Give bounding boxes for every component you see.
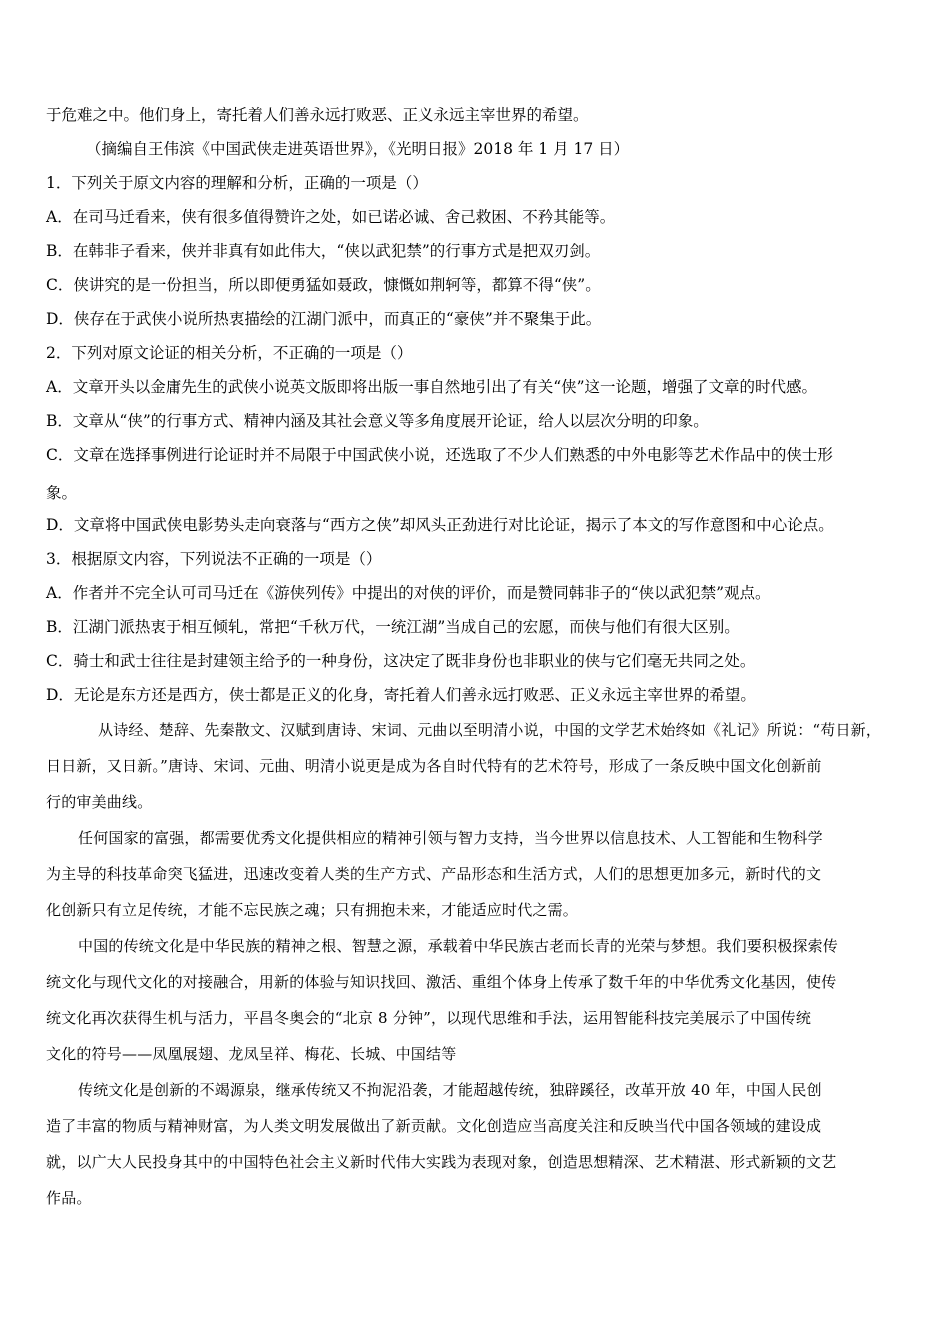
passage-p3-line-2: 统文化与现代文化的对接融合，用新的体验与知识找回、激活、重组个体身上传承了数千年的中华优秀文化基因，使传 bbox=[46, 973, 837, 991]
question-1-option-c: C．侠讲究的是一份担当，所以即便勇猛如聂政，慷慨如荆轲等，都算不得“侠”。 bbox=[46, 276, 601, 294]
passage-p4-line-3: 就，以广大人民投身其中的中国特色社会主义新时代伟大实践为表现对象，创造思想精深、艺术精湛、形式新颖的文艺 bbox=[46, 1153, 837, 1171]
question-1-option-b: B．在韩非子看来，侠并非真有如此伟大，“侠以武犯禁”的行事方式是把双刃剑。 bbox=[46, 242, 601, 260]
question-2-option-c: C．文章在选择事例进行论证时并不局限于中国武侠小说，还选取了不少人们熟悉的中外电影等艺术作品中的侠士形 bbox=[46, 446, 833, 464]
passage-p3-line-3: 统文化再次获得生机与活力，平昌冬奥会的“北京 8 分钟”，以现代思维和手法，运用智能科技完美展示了中国传统 bbox=[46, 1009, 812, 1027]
passage-p1-line-1: 从诗经、楚辞、先秦散文、汉赋到唐诗、宋词、元曲以至明清小说，中国的文学艺术始终如《礼记》所说：“苟日新， bbox=[98, 721, 882, 739]
question-3-option-b: B．江湖门派热衷于相互倾轧，常把“千秋万代，一统江湖”当成自己的宏愿，而侠与他们有很大区别。 bbox=[46, 618, 740, 636]
question-2-option-a: A．文章开头以金庸先生的武侠小说英文版即将出版一事自然地引出了有关“侠”这一论题，增强了文章的时代感。 bbox=[46, 378, 818, 396]
passage-p1-line-3: 行的审美曲线。 bbox=[46, 793, 153, 811]
question-1-option-d: D．侠存在于武侠小说所热衷描绘的江湖门派中，而真正的“豪侠”并不聚集于此。 bbox=[46, 310, 602, 328]
intro-tail-text: 于危难之中。他们身上，寄托着人们善永远打败恶、正义永远主宰世界的希望。 bbox=[46, 106, 589, 124]
question-1-option-a: A．在司马迁看来，侠有很多值得赞许之处，如已诺必诚、舍己救困、不矜其能等。 bbox=[46, 208, 616, 226]
question-2-option-b: B．文章从“侠”的行事方式、精神内涵及其社会意义等多角度展开论证，给人以层次分明的印象。 bbox=[46, 412, 709, 430]
question-3-option-c: C．骑士和武士往往是封建领主给予的一种身份，这决定了既非身份也非职业的侠与它们毫无共同之处。 bbox=[46, 652, 756, 670]
passage-p4-line-4: 作品。 bbox=[46, 1189, 92, 1207]
question-2-option-d: D．文章将中国武侠电影势头走向衰落与“西方之侠”却风头正劲进行对比论证，揭示了本文的写作意图和中心论点。 bbox=[46, 516, 834, 534]
passage-p2-line-3: 化创新只有立足传统，才能不忘民族之魂；只有拥抱未来，才能适应时代之需。 bbox=[46, 901, 579, 919]
question-3-option-a: A．作者并不完全认可司马迁在《游侠列传》中提出的对侠的评价，而是赞同韩非子的“侠以武犯禁”观点。 bbox=[46, 584, 771, 602]
passage-p4-line-1: 传统文化是创新的不竭源泉，继承传统又不拘泥沿袭，才能超越传统，独辟蹊径，改革开放 40 年，中国人民创 bbox=[78, 1081, 822, 1099]
question-2-option-c-continued: 象。 bbox=[46, 484, 78, 502]
passage-p3-line-1: 中国的传统文化是中华民族的精神之根、智慧之源，承载着中华民族古老而长青的光荣与梦想。我们要积极探索传 bbox=[78, 937, 839, 955]
passage-p2-line-2: 为主导的科技革命突飞猛进，迅速改变着人类的生产方式、产品形态和生活方式，人们的思想更加多元，新时代的文 bbox=[46, 865, 822, 883]
passage-p1-line-2: 日日新，又日新。”唐诗、宋词、元曲、明清小说更是成为各自时代特有的艺术符号，形成了一条反映中国文化创新前 bbox=[46, 757, 822, 775]
question-3-stem: 3．根据原文内容，下列说法不正确的一项是（） bbox=[46, 550, 382, 568]
question-3-option-d: D．无论是东方还是西方，侠士都是正义的化身，寄托着人们善永远打败恶、正义永远主宰世界的希望。 bbox=[46, 686, 756, 704]
source-citation: （摘编自王伟滨《中国武侠走进英语世界》，《光明日报》2018 年 1 月 17 日） bbox=[86, 140, 630, 158]
passage-p3-line-4: 文化的符号——凤凰展翅、龙凤呈祥、梅花、长城、中国结等 bbox=[46, 1045, 457, 1063]
passage-p2-line-1: 任何国家的富强，都需要优秀文化提供相应的精神引领与智力支持，当今世界以信息技术、人工智能和生物科学 bbox=[78, 829, 823, 847]
passage-p4-line-2: 造了丰富的物质与精神财富，为人类文明发展做出了新贡献。文化创造应当高度关注和反映当代中国各领域的建设成 bbox=[46, 1117, 822, 1135]
question-1-stem: 1．下列关于原文内容的理解和分析，正确的一项是（） bbox=[46, 174, 428, 192]
question-2-stem: 2．下列对原文论证的相关分析，不正确的一项是（） bbox=[46, 344, 413, 362]
